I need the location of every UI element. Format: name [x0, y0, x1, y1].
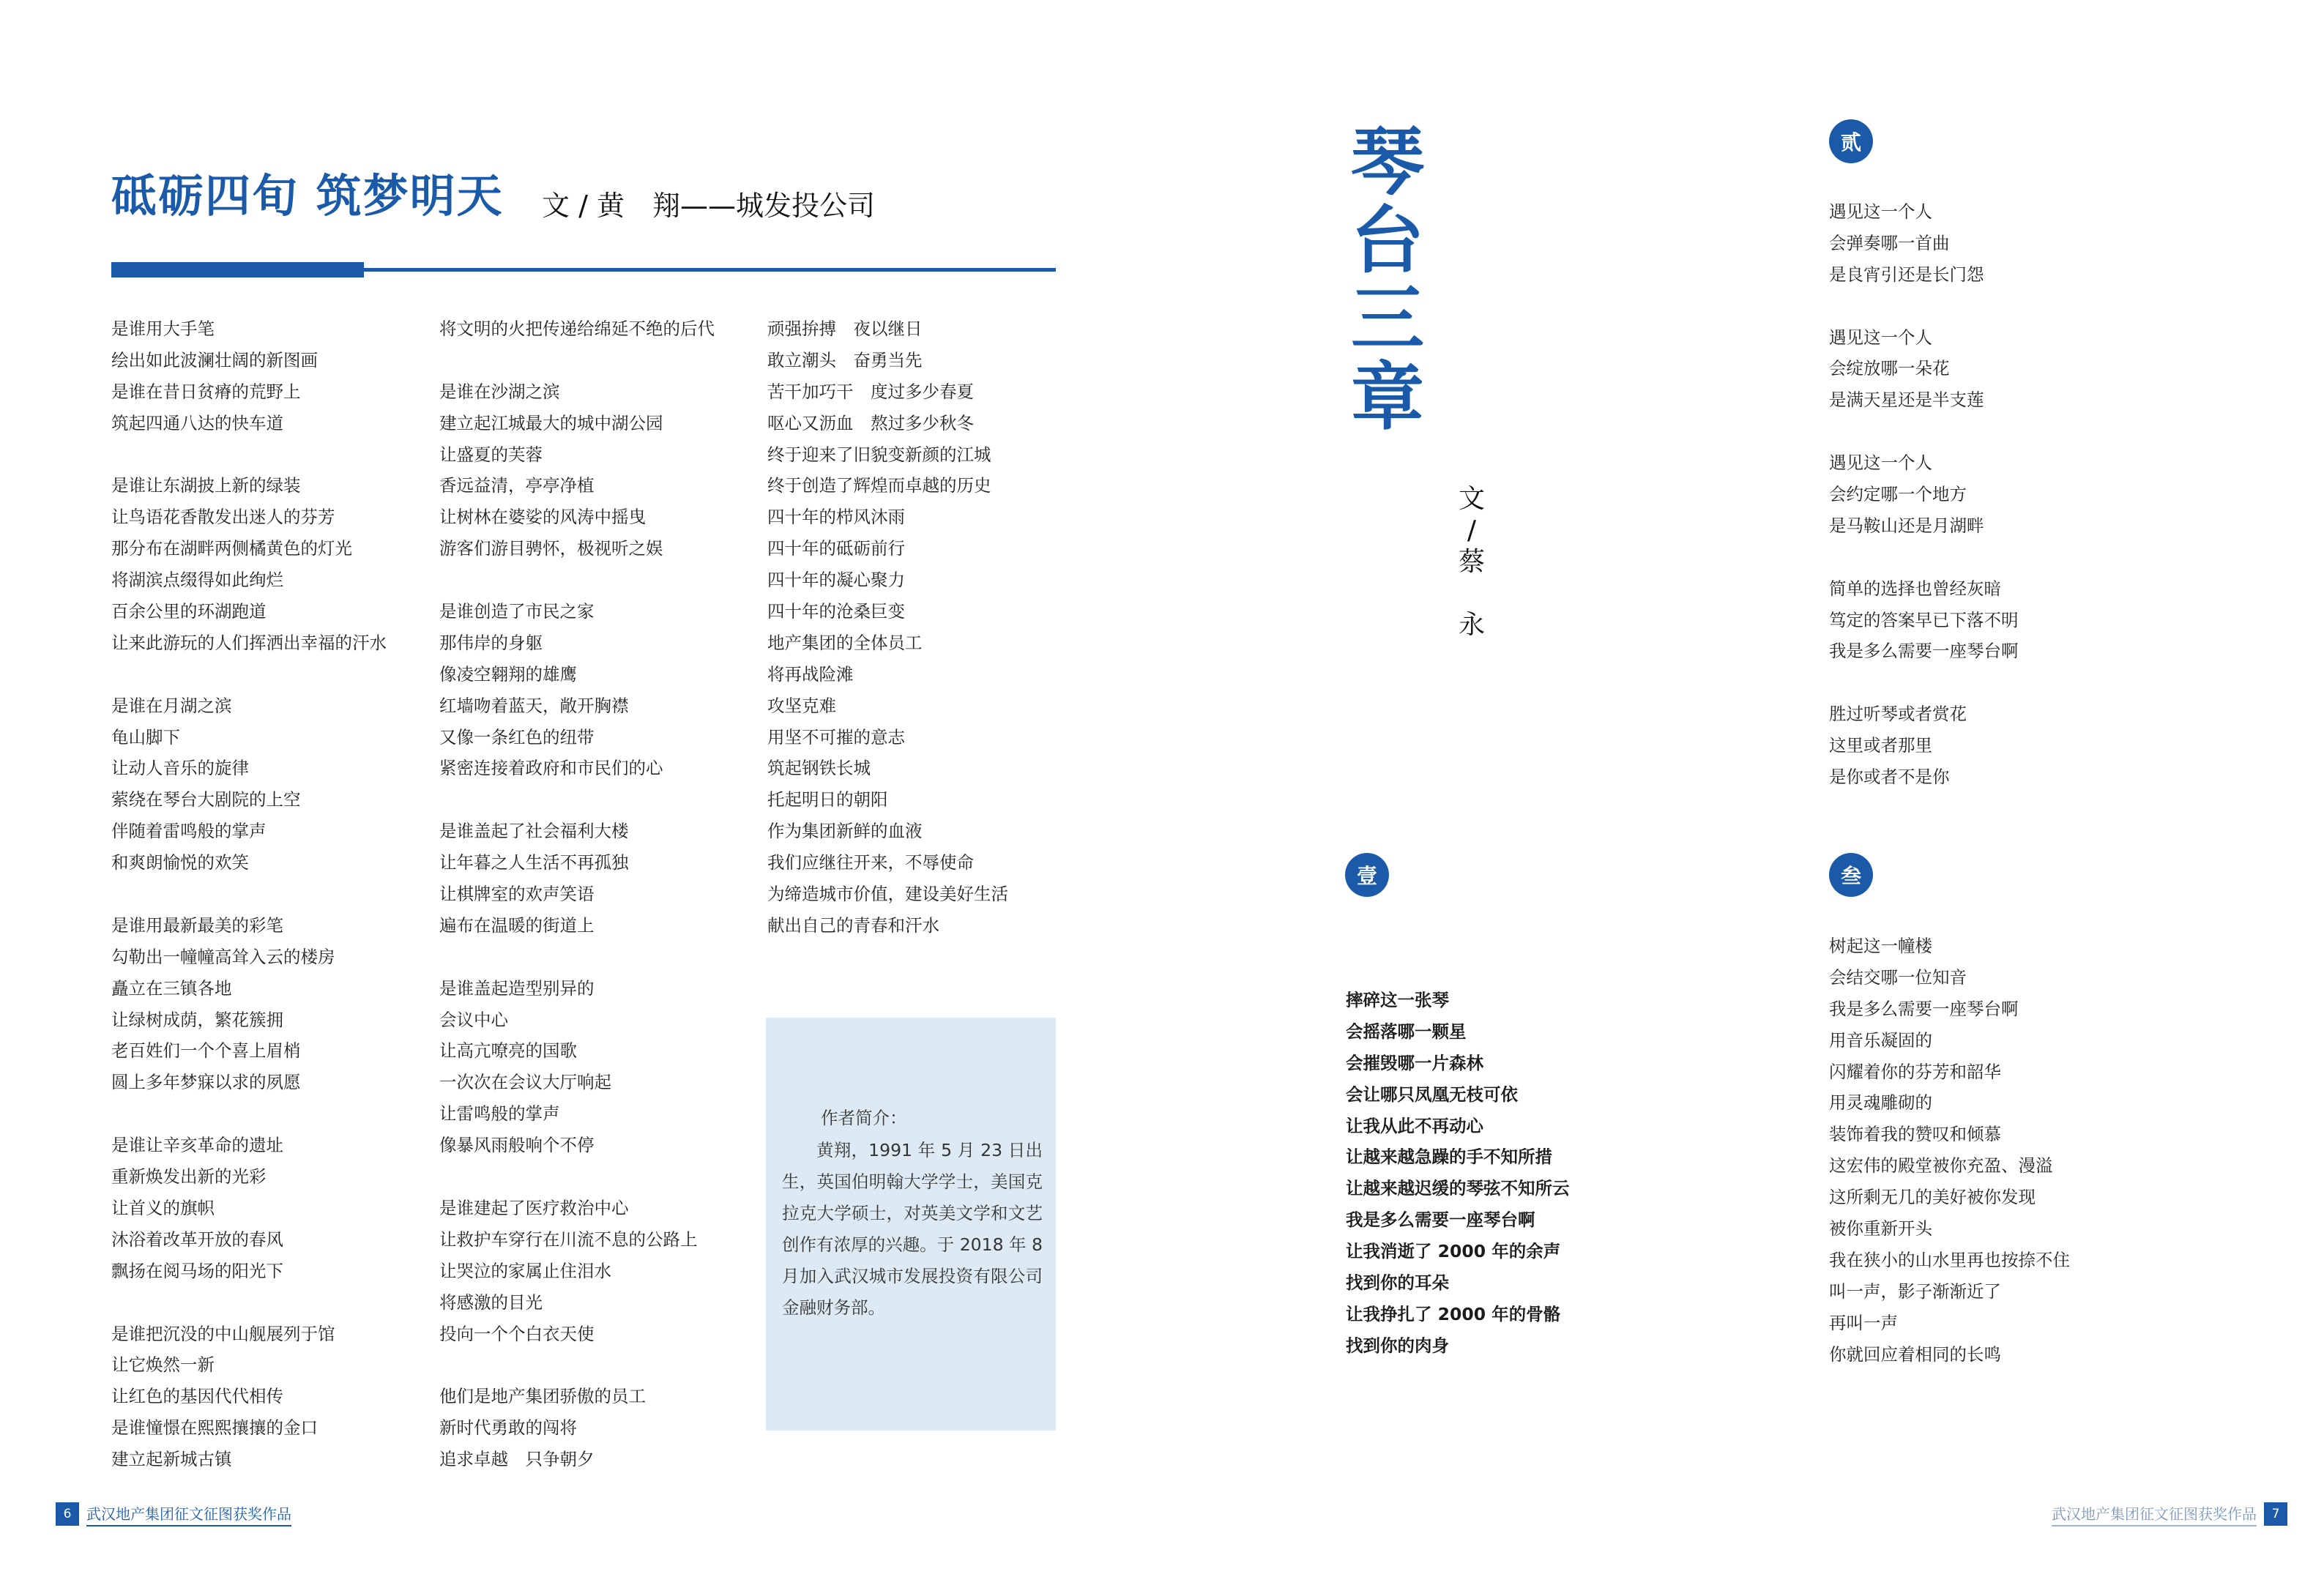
- poem-line: 红墙吻着蓝天，敞开胸襟: [439, 695, 629, 716]
- poem-line: 我在狭小的山水里再也按捺不住: [1829, 1249, 2070, 1270]
- poem-line: 地产集团的全体员工: [767, 632, 923, 653]
- poem-line: 新时代勇敢的闯将: [439, 1417, 577, 1439]
- poem-line: 让动人音乐的旋律: [111, 758, 249, 779]
- footer-right: [2052, 1502, 2287, 1526]
- poem-line: 沐浴着改革开放的春风: [111, 1229, 283, 1250]
- poem-line: 让我消逝了 2000 年的余声: [1346, 1241, 1561, 1262]
- poem-column-3: [767, 313, 1008, 942]
- poem-line: 我是多么需要一座琴台啊: [1346, 1209, 1535, 1231]
- vertical-byline: [1456, 483, 1488, 641]
- page-title: 砥砺四旬 筑梦明天: [111, 169, 504, 223]
- poem-line: 重新焕发出新的光彩: [111, 1166, 267, 1188]
- poem-line: 建立起江城最大的城中湖公园: [439, 412, 663, 433]
- poem-line: 像暴风雨般响个不停: [439, 1135, 595, 1156]
- poem-line: 这宏伟的殿堂被你充盈、漫溢: [1829, 1155, 2053, 1177]
- poem-line: 会弹奏哪一首曲: [1829, 232, 1950, 253]
- title-char: 琴: [1351, 119, 1424, 205]
- author-intro-text: 黄翔，1991 年 5 月 23 日出生，英国伯明翰大学学士，美国克拉克大学硕士，对英美文学和文艺创作有浓厚的兴趣。于 2018 年 8 月加入武汉城市发展投资有限公司金融财务部。: [782, 1140, 1043, 1318]
- poem-line: 这里或者那里: [1829, 735, 1932, 756]
- poem-line: 顽强拚搏 夜以继日: [767, 318, 923, 339]
- byline-char: 永: [1458, 610, 1485, 640]
- poem-line: 会结交哪一位知音: [1829, 966, 1967, 988]
- poem-line: 是谁创造了市民之家: [439, 601, 595, 622]
- poem-line: 让红色的基因代代相传: [111, 1386, 283, 1407]
- poem-line: 追求卓越 只争朝夕: [439, 1449, 595, 1470]
- poem-line: 是谁用大手笔: [111, 318, 215, 339]
- author-byline: 文 / 黄 翔——城发投公司: [542, 190, 875, 222]
- poem-line: 筑起钢铁长城: [767, 758, 871, 779]
- stanza-gap: [111, 659, 387, 690]
- stanza-gap: [1829, 667, 2019, 698]
- byline-char: 文: [1458, 484, 1485, 514]
- poem-line: 终于迎来了旧貌变新颜的江城: [767, 444, 991, 465]
- poem-line: 将再战险滩: [767, 663, 854, 685]
- section-poem-3: [1829, 931, 2070, 1370]
- poem-line: 萦绕在琴台大剧院的上空: [111, 789, 301, 810]
- poem-line: 让它焕然一新: [111, 1354, 215, 1376]
- poem-line: 他们是地产集团骄傲的员工: [439, 1386, 646, 1407]
- stanza-gap: [111, 1287, 387, 1319]
- poem-line: 龟山脚下: [111, 726, 180, 748]
- poem-line: 是谁用最新最美的彩笔: [111, 914, 283, 936]
- poem-line: 四十年的凝心聚力: [767, 570, 905, 591]
- footer-caption: 武汉地产集团征文征图获奖作品: [86, 1502, 291, 1526]
- footer-left: [56, 1502, 291, 1526]
- poem-line: 香远益清，亭亭净植: [439, 475, 595, 496]
- poem-line: 让哭泣的家属止住泪水: [439, 1260, 611, 1281]
- poem-line: 和爽朗愉悦的欢笑: [111, 852, 249, 873]
- poem-line: 用灵魂雕砌的: [1829, 1092, 1932, 1114]
- poem-column-1: [111, 313, 387, 1475]
- poem-line: 敢立潮头 奋勇当先: [767, 349, 923, 370]
- poem-line: 遍布在温暖的街道上: [439, 914, 595, 936]
- poem-line: 找到你的肉身: [1346, 1335, 1449, 1356]
- poem-line: 会摧毁哪一片森林: [1346, 1052, 1483, 1073]
- poem-line: 找到你的耳朵: [1346, 1272, 1449, 1294]
- footer-caption: 武汉地产集团征文征图获奖作品: [2052, 1502, 2257, 1526]
- stanza-gap: [439, 942, 715, 973]
- section-poem-2: [1829, 196, 2019, 793]
- poem-line: 让高亢嘹亮的国歌: [439, 1040, 577, 1062]
- poem-line: 攻坚克难: [767, 695, 836, 716]
- poem-line: 是谁让东湖披上新的绿装: [111, 475, 301, 496]
- poem-line: 终于创造了辉煌而卓越的历史: [767, 475, 991, 496]
- poem-line: 让来此游玩的人们挥洒出幸福的汗水: [111, 632, 387, 653]
- poem-line: 让我从此不再动心: [1346, 1115, 1483, 1136]
- poem-line: 会绽放哪一朵花: [1829, 358, 1950, 379]
- title-char: 台: [1351, 197, 1424, 283]
- poem-line: 作为集团新鲜的血液: [767, 821, 923, 842]
- poem-line: 投向一个个白衣天使: [439, 1323, 595, 1344]
- poem-line: 筑起四通八达的快车道: [111, 412, 283, 433]
- poem-line: 献出自己的青春和汗水: [767, 914, 939, 936]
- title-char: 章: [1351, 354, 1424, 440]
- poem-line: 我们应继往开来，不辱使命: [767, 852, 974, 873]
- poem-line: 简单的选择也曾经灰暗: [1829, 578, 2001, 599]
- stanza-gap: [439, 1349, 715, 1381]
- poem-line: 装饰着我的赞叹和倾慕: [1829, 1124, 2001, 1145]
- poem-line: 是谁盖起造型别异的: [439, 977, 595, 999]
- page-number: 7: [2264, 1502, 2287, 1526]
- author-intro-label: 作者简介：: [821, 1108, 907, 1128]
- poem-line: 让树林在婆娑的风涛中摇曳: [439, 507, 646, 528]
- section-poem-1: [1346, 985, 1570, 1362]
- poem-line: 我是多么需要一座琴台啊: [1829, 641, 2019, 662]
- poem-line: 托起明日的朝阳: [767, 789, 888, 810]
- page-number: 6: [56, 1502, 79, 1526]
- poem-line: 让盛夏的芙蓉: [439, 444, 543, 465]
- poem-line: 勾勒出一幢幢高耸入云的楼房: [111, 946, 335, 967]
- section-badge-2: 贰: [1829, 119, 1873, 163]
- poem-line: 树起这一幢楼: [1829, 936, 1932, 956]
- poem-line: 将感激的目光: [439, 1291, 543, 1313]
- poem-line: 苦干加巧干 度过多少春夏: [767, 381, 974, 402]
- poem-line: 会议中心: [439, 1009, 508, 1030]
- poem-line: 这所剩无几的美好被你发现: [1829, 1187, 2036, 1208]
- poem-line: 会让哪只凤凰无枝可依: [1346, 1084, 1518, 1105]
- poem-line: 摔碎这一张琴: [1346, 990, 1449, 1010]
- poem-line: 是谁在月湖之滨: [111, 695, 232, 716]
- poem-line: 遇见这一个人: [1829, 201, 1932, 222]
- poem-line: 是良宵引还是长门怨: [1829, 264, 1984, 285]
- poem-line: 会摇落哪一颗星: [1346, 1021, 1467, 1042]
- poem-line: 会约定哪一个地方: [1829, 484, 1967, 505]
- byline-char: /: [1467, 515, 1477, 545]
- stanza-gap: [111, 439, 387, 471]
- poem-line: 再叫一声: [1829, 1312, 1898, 1333]
- poem-line: 一次次在会议大厅响起: [439, 1072, 611, 1093]
- poem-line: 被你重新开头: [1829, 1218, 1932, 1239]
- poem-line: 四十年的栉风沐雨: [767, 507, 905, 528]
- poem-line: 让救护车穿行在川流不息的公路上: [439, 1229, 698, 1250]
- poem-line: 让鸟语花香散发出迷人的芬芳: [111, 507, 335, 528]
- stanza-gap: [439, 1161, 715, 1193]
- section-badge-1: 壹: [1345, 853, 1389, 897]
- poem-line: 四十年的沧桑巨变: [767, 601, 905, 622]
- poem-line: 是谁憧憬在熙熙攘攘的金口: [111, 1417, 318, 1439]
- poem-line: 老百姓们一个个喜上眉梢: [111, 1040, 301, 1062]
- poem-line: 那伟岸的身躯: [439, 632, 543, 653]
- poem-line: 让我挣扎了 2000 年的骨骼: [1346, 1303, 1561, 1324]
- title-rule-accent: [111, 262, 364, 277]
- poem-line: 四十年的砥砺前行: [767, 538, 905, 559]
- byline-char: 蔡: [1458, 547, 1485, 577]
- poem-line: 是谁在昔日贫瘠的荒野上: [111, 381, 301, 402]
- author-intro-box: [766, 1018, 1056, 1431]
- poem-line: 叫一声，影子渐渐近了: [1829, 1280, 2001, 1302]
- poem-line: 让首义的旗帜: [111, 1197, 215, 1218]
- stanza-gap: [111, 1098, 387, 1130]
- poem-line: 让绿树成荫，繁花簇拥: [111, 1009, 283, 1030]
- poem-line: 建立起新城古镇: [111, 1449, 232, 1470]
- poem-line: 伴随着雷鸣般的掌声: [111, 821, 267, 842]
- poem-line: 是你或者不是你: [1829, 767, 1950, 788]
- poem-column-2: [439, 313, 715, 1475]
- poem-line: 用音乐凝固的: [1829, 1029, 1932, 1051]
- poem-line: 那分布在湖畔两侧橘黄色的灯光: [111, 538, 352, 559]
- poem-line: 让棋牌室的欢声笑语: [439, 884, 595, 905]
- poem-line: 飘扬在阅马场的阳光下: [111, 1260, 283, 1281]
- poem-line: 遇见这一个人: [1829, 452, 1932, 474]
- poem-line: 胜过听琴或者赏花: [1829, 704, 1967, 725]
- poem-line: 你就回应着相同的长鸣: [1829, 1343, 2001, 1365]
- poem-line: 遇见这一个人: [1829, 327, 1932, 348]
- poem-line: 是马鞍山还是月湖畔: [1829, 515, 1984, 536]
- poem-line: 又像一条红色的纽带: [439, 726, 595, 748]
- poem-line: 将文明的火把传递给绵延不绝的后代: [439, 318, 715, 339]
- poem-line: 圆上多年梦寐以求的夙愿: [111, 1072, 301, 1093]
- stanza-gap: [1829, 416, 2019, 447]
- poem-line: 游客们游目骋怀，极视听之娱: [439, 538, 663, 559]
- poem-line: 是满天星还是半支莲: [1829, 389, 1984, 411]
- stanza-gap: [439, 784, 715, 816]
- poem-line: 将湖滨点缀得如此绚烂: [111, 570, 283, 591]
- poem-line: 让越来越急躁的手不知所措: [1346, 1147, 1552, 1168]
- poem-line: 笃定的答案早已下落不明: [1829, 609, 2019, 630]
- stanza-gap: [439, 345, 715, 376]
- poem-line: 是谁让辛亥革命的遗址: [111, 1135, 283, 1156]
- poem-line: 让年暮之人生活不再孤独: [439, 852, 629, 873]
- section-badge-3: 叁: [1829, 853, 1873, 897]
- stanza-gap: [111, 879, 387, 910]
- poem-line: 紧密连接着政府和市民们的心: [439, 758, 663, 779]
- vertical-title: [1347, 119, 1428, 440]
- title-char: 三: [1351, 275, 1424, 362]
- stanza-gap: [439, 564, 715, 596]
- poem-line: 让越来越迟缓的琴弦不知所云: [1346, 1178, 1570, 1199]
- poem-line: 为缔造城市价值，建设美好生活: [767, 884, 1008, 905]
- poem-line: 是谁在沙湖之滨: [439, 381, 560, 402]
- poem-line: 呕心又沥血 熬过多少秋冬: [767, 412, 974, 433]
- poem-line: 让雷鸣般的掌声: [439, 1103, 560, 1125]
- poem-line: 像凌空翱翔的雄鹰: [439, 663, 577, 685]
- stanza-gap: [1829, 291, 2019, 322]
- poem-line: 百余公里的环湖跑道: [111, 601, 267, 622]
- poem-line: 矗立在三镇各地: [111, 977, 232, 999]
- poem-line: 绘出如此波澜壮阔的新图画: [111, 349, 318, 370]
- stanza-gap: [1829, 542, 2019, 573]
- byline-spacer: [1456, 578, 1488, 609]
- poem-line: 我是多么需要一座琴台啊: [1829, 998, 2019, 1019]
- poem-line: 闪耀着你的芬芳和韶华: [1829, 1061, 2001, 1082]
- poem-line: 是谁把沉没的中山舰展列于馆: [111, 1323, 335, 1344]
- poem-line: 是谁建起了医疗救治中心: [439, 1197, 629, 1218]
- poem-line: 是谁盖起了社会福利大楼: [439, 821, 629, 842]
- poem-line: 用坚不可摧的意志: [767, 726, 905, 748]
